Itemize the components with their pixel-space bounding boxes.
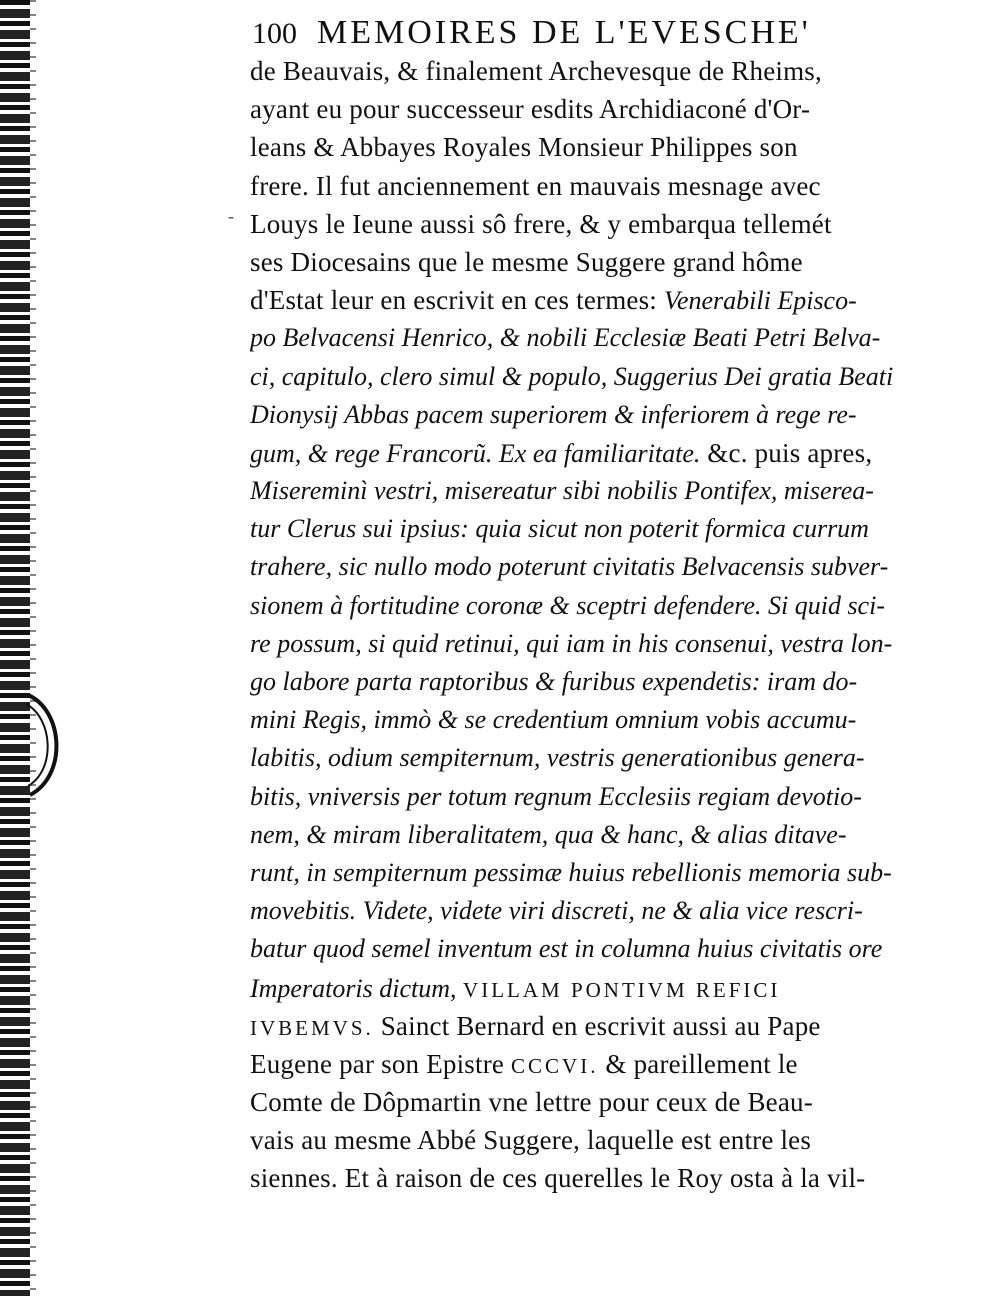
book-binding-edge bbox=[0, 0, 30, 1296]
text-line: leans & Abbayes Royales Monsieur Philippes son bbox=[250, 132, 798, 163]
text-line: Dionysij Abbas pacem superiorem & inferiorem à rege re- bbox=[250, 399, 857, 429]
text-line: bitis, vniversis per totum regnum Ecclesiis regiam devotio- bbox=[250, 781, 862, 811]
binding-shadow bbox=[30, 0, 36, 1296]
text-line: siennes. Et à raison de ces querelles le Roy osta à la vil- bbox=[250, 1163, 866, 1194]
text-line bbox=[250, 969, 930, 1007]
text-line: runt, in sempiternum pessimæ huius rebellionis memoria sub- bbox=[250, 857, 892, 887]
text-line: Comte de Dôpmartin vne lettre pour ceux de Beau- bbox=[250, 1087, 813, 1118]
text-line: ses Diocesains que le mesme Suggere grand hôme bbox=[250, 246, 803, 277]
text-line: de Beauvais, & finalement Archevesque de Rheims, bbox=[250, 56, 822, 86]
text-line: nem, & miram liberalitatem, qua & hanc, & alias ditave- bbox=[250, 819, 847, 849]
text-line: batur quod semel inventum est in columna huius civitatis ore bbox=[250, 934, 883, 964]
page-header bbox=[252, 14, 912, 54]
text-line: vais au mesme Abbé Suggere, laquelle est entre les bbox=[250, 1125, 812, 1156]
text-span: d'Estat leur en escrivit en ces termes: bbox=[250, 285, 664, 316]
text-line: frere. Il fut anciennement en mauvais mesnage avec bbox=[250, 170, 821, 201]
text-span: IVBEMVS. bbox=[250, 1015, 374, 1040]
text-line bbox=[250, 1007, 930, 1045]
text-line: po Belvacensi Henrico, & nobili Ecclesiæ Beati Petri Belva- bbox=[250, 323, 881, 353]
text-line bbox=[250, 434, 930, 472]
text-line: mini Regis, immò & se credentium omnium vobis accumu- bbox=[250, 705, 857, 735]
text-span: VILLAM PONTIVM REFICI bbox=[463, 977, 781, 1002]
running-title: MEMOIRES DE L'EVESCHE' bbox=[317, 14, 811, 51]
text-span: Venerabili Episco- bbox=[663, 286, 857, 316]
text-line: trahere, sic nullo modo poterunt civitatis Belvacensis subver- bbox=[250, 552, 889, 582]
text-span: Sainct Bernard en escrivit aussi au Pape bbox=[373, 1010, 821, 1041]
text-span: CCCVI. bbox=[511, 1053, 599, 1078]
text-span: gum, & rege Francorũ. Ex ea familiaritate. bbox=[250, 438, 701, 468]
text-line: sionem à fortitudine coronæ & sceptri defendere. Si quid sci- bbox=[250, 590, 885, 620]
text-line: labitis, odium sempiternum, vestris generationibus genera- bbox=[250, 743, 865, 773]
page-number: 100 bbox=[252, 17, 297, 50]
page-clip-mark bbox=[8, 690, 68, 800]
text-line bbox=[250, 1045, 930, 1083]
text-span: &c. puis apres, bbox=[700, 437, 873, 468]
text-line: ci, capitulo, clero simul & populo, Suggerius Dei gratia Beati bbox=[250, 361, 894, 391]
text-line: go labore parta raptoribus & furibus expendetis: iram do- bbox=[250, 667, 858, 696]
text-line: Louys le Ieune aussi sô frere, & y embarqua tellemét bbox=[250, 208, 832, 239]
body-text bbox=[250, 52, 930, 1198]
text-line: re possum, si quid retinui, qui iam in his consenui, vestra lon- bbox=[250, 628, 893, 658]
text-span: & pareillement le bbox=[598, 1048, 798, 1079]
text-line: Misereminì vestri, misereatur sibi nobilis Pontifex, miserea- bbox=[250, 476, 874, 506]
text-line: ayant eu pour successeur esdits Archidiaconé d'Or- bbox=[250, 94, 811, 125]
text-line: movebitis. Videte, videte viri discreti, ne & alia vice rescri- bbox=[250, 896, 863, 926]
text-span: Imperatoris dictum, bbox=[250, 973, 464, 1003]
text-span: Eugene par son Epistre bbox=[250, 1048, 512, 1079]
text-line: tur Clerus sui ipsius: quia sicut non poterit formica currum bbox=[250, 514, 869, 544]
text-line bbox=[250, 281, 930, 319]
margin-mark: - bbox=[228, 206, 234, 226]
